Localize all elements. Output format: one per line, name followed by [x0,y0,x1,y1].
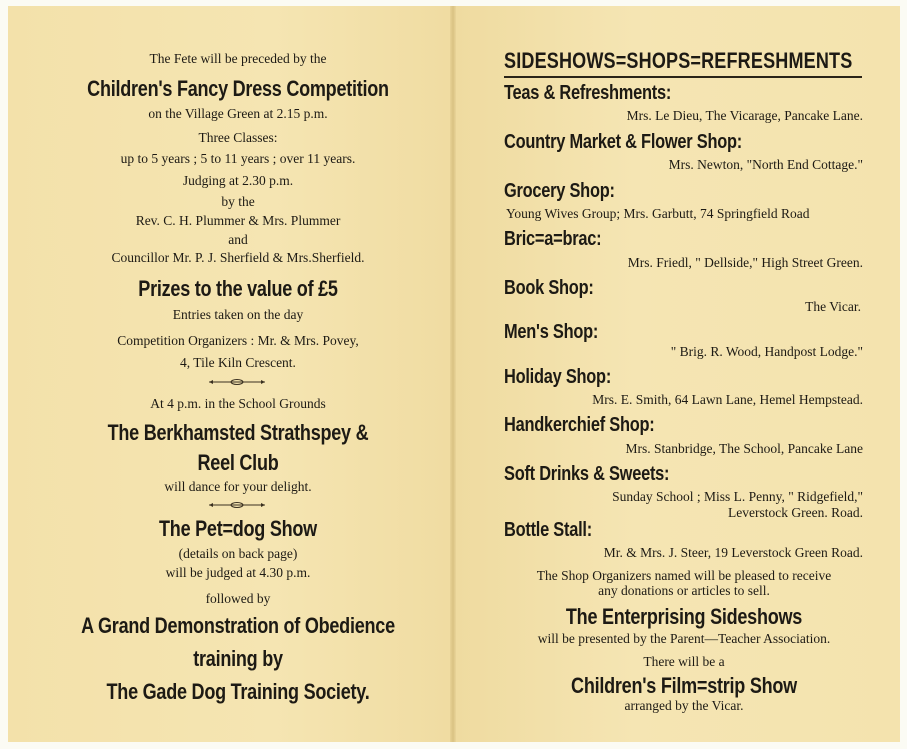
shop-detail-handkerchief: Mrs. Stanbridge, The School, Pancake Lane [625,441,863,456]
demo-line-2: training by [193,646,283,671]
shop-name-handkerchief: Handkerchief Shop: [504,414,655,436]
prizes-heading: Prizes to the value of £5 [138,276,338,301]
shop-detail-book: The Vicar. [805,299,861,314]
petdog-title: The Pet=dog Show [159,516,317,541]
filmstrip-title: Children's Film=strip Show [571,673,797,698]
and-text: and [228,232,248,247]
shop-name-grocery: Grocery Shop: [504,180,615,202]
school-grounds-text: At 4 p.m. in the School Grounds [150,396,326,411]
organizers-note-2: any donations or articles to sell. [598,583,770,598]
sideshows-banner: SIDESHOWS=SHOPS=REFRESHMENTS [504,48,853,73]
shop-name-holiday: Holiday Shop: [504,366,612,388]
shop-detail-bottle-stall: Mr. & Mrs. J. Steer, 19 Leverstock Green Road. [603,545,863,560]
shop-detail-grocery: Young Wives Group; Mrs. Garbutt, 74 Springfield Road [506,206,810,221]
shop-detail-country-market: Mrs. Newton, "North End Cottage." [668,157,863,172]
banner-underline [504,76,862,78]
shop-name-mens: Men's Shop: [504,321,599,343]
by-the-text: by the [221,194,255,209]
shop-detail-mens: " Brig. R. Wood, Handpost Lodge." [670,344,863,359]
shop-name-teas: Teas & Refreshments: [504,82,672,104]
club-title-line-1: The Berkhamsted Strathspey & [107,420,369,445]
shop-detail-teas: Mrs. Le Dieu, The Vicarage, Pancake Lane. [626,108,863,123]
classes-heading: Three Classes: [198,130,278,145]
entries-text: Entries taken on the day [172,307,304,322]
organizers-address: 4, Tile Kiln Crescent. [180,355,296,370]
shop-name-country-market: Country Market & Flower Shop: [504,131,742,153]
intro-text: The Fete will be preceded by the [149,51,327,66]
ornament-divider-1 [207,378,267,386]
shop-name-soft-drinks: Soft Drinks & Sweets: [504,463,670,485]
competition-title: Children's Fancy Dress Competition [87,76,389,101]
organizers-note-1: The Shop Organizers named will be pleased to receive [536,568,832,583]
petdog-judged: will be judged at 4.30 p.m. [165,565,311,580]
sideshows-title: The Enterprising Sideshows [565,604,803,629]
judging-time: Judging at 2.30 p.m. [182,173,294,188]
shop-detail-soft-drinks-2: Leverstock Green. Road. [728,505,863,520]
shop-detail-soft-drinks: Sunday School ; Miss L. Penny, " Ridgefield," [612,489,863,504]
club-dance-text: will dance for your delight. [164,479,312,494]
sideshows-by: will be presented by the Parent—Teacher Association. [537,631,831,646]
petdog-details: (details on back page) [178,546,298,561]
judges-line-1: Rev. C. H. Plummer & Mrs. Plummer [135,213,341,228]
competition-place: on the Village Green at 2.15 p.m. [148,106,328,121]
shop-name-bric-a-brac: Bric=a=brac: [504,228,602,250]
organizers-text: Competition Organizers : Mr. & Mrs. Povey, [117,333,359,348]
demo-line-3: The Gade Dog Training Society. [106,679,370,704]
followed-by-text: followed by [205,591,271,606]
shop-name-book: Book Shop: [504,277,594,299]
demo-line-1: A Grand Demonstration of Obedience [81,613,395,638]
shop-name-bottle-stall: Bottle Stall: [504,519,592,541]
shop-detail-bric-a-brac: Mrs. Friedl, " Dellside," High Street Green. [627,255,863,270]
there-will-be: There will be a [643,654,725,669]
judges-line-2: Councillor Mr. P. J. Sherfield & Mrs.Sherfield. [111,250,365,265]
filmstrip-by: arranged by the Vicar. [624,698,744,713]
classes-text: up to 5 years ; 5 to 11 years ; over 11 years. [120,151,356,166]
ornament-divider-2 [207,501,267,509]
shop-detail-holiday: Mrs. E. Smith, 64 Lawn Lane, Hemel Hempstead. [592,392,863,407]
club-title-line-2: Reel Club [197,450,279,475]
